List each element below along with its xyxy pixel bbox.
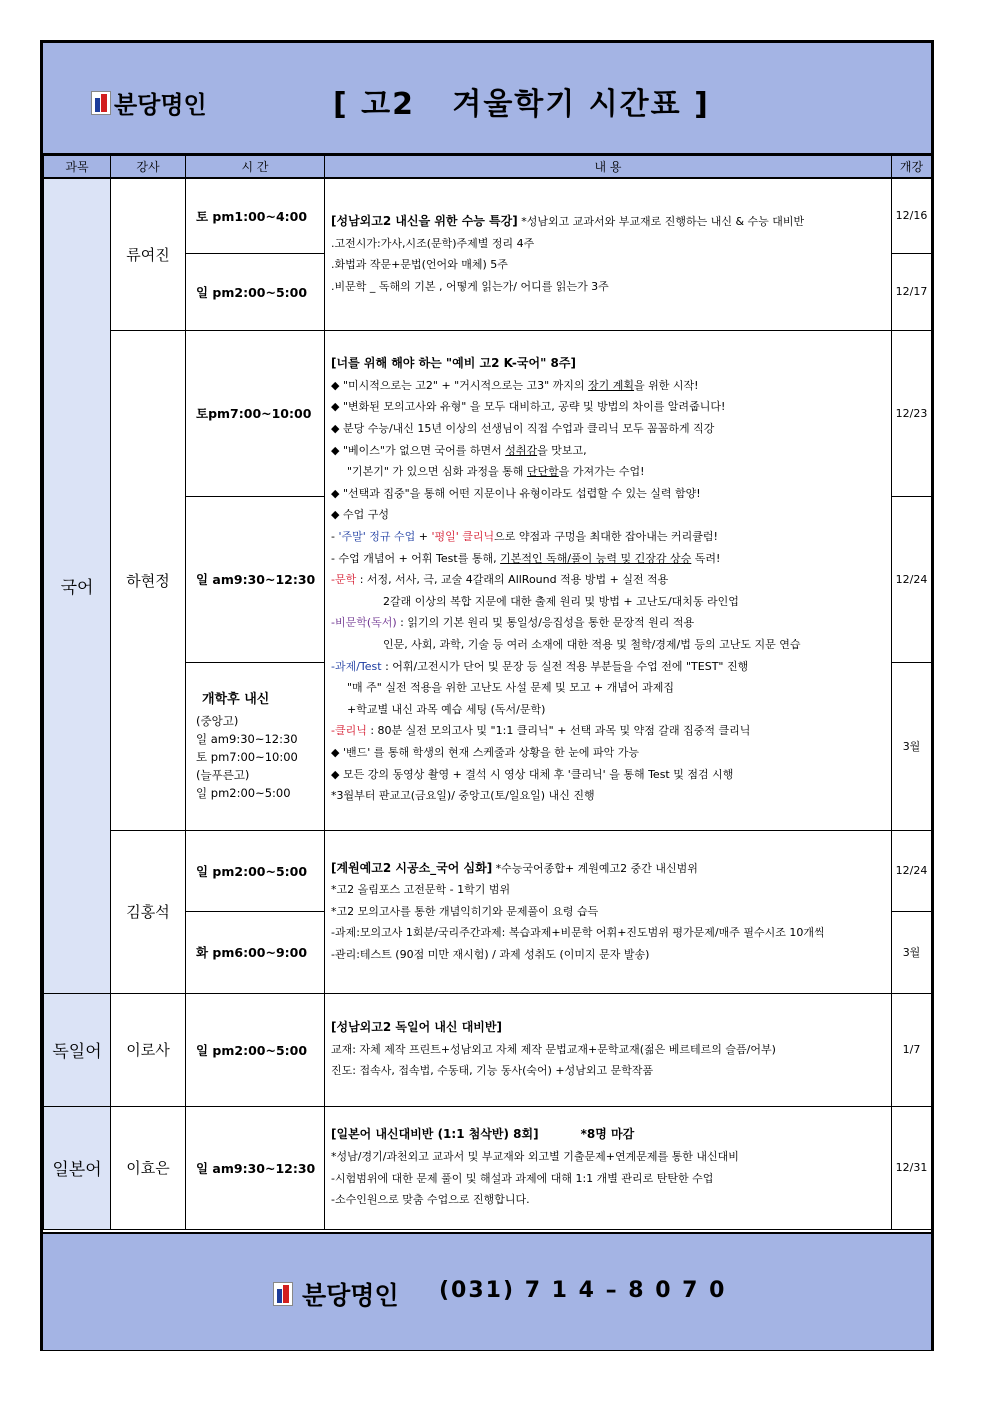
start-date: 12/16: [892, 178, 932, 253]
content-cell: [일본어 내신대비반 (1:1 첨삭반) 8회] *8명 마감 *성남/경기/과천외고 교과서 및 부교재와 외고별 기출문제+연계문제를 통한 내신대비 -시험범위에 대한 문제 풀이 및 해설과 과제에 대해 1:1 개별 관리로 탄탄한 수업 -소수인원으로 맞춤 수업으로 진행합니다.: [325, 1106, 892, 1229]
time-cell: 일 pm2:00~5:00: [186, 993, 325, 1106]
header-banner: [43, 43, 931, 155]
header-row: [44, 156, 932, 179]
content-cell: [계원예고2 시공소_국어 심화] *수능국어종합+ 계원예고2 중간 내신범위 *고2 올림포스 고전문학 - 1학기 범위 *고2 모의고사를 통한 개념익히기와 문제풀이 요령 습득 -과제:모의고사 1회분/국리주간과제: 복습과제+비문학 어휘+진도범위 평가문제/매주 필수시조 10개씩 -관리:테스트 (90점 미만 재시험) / 과제 성취도 (이미지 문자 발송): [325, 830, 892, 993]
table-row: [44, 330, 932, 496]
teacher-lee-hyoeun: 이효은: [111, 1106, 186, 1229]
brand-logo: [91, 85, 207, 120]
table-row: [44, 830, 932, 911]
content-cell: [너를 위해 해야 하는 "예비 고2 K-국어" 8주] ◆ "미시적으로는 고2" + "거시적으로는 고3" 까지의 장기 계획을 위한 시작! ◆ "변화된 모의고사와 유형" 을 모두 대비하고, 공략 및 방법의 차이를 알려줍니다! ◆ 분당 수능/내신 15년 이상의 선생님이 직접 수업과 클리닉 모두 꼼꼼하게 직강 ◆ "베이스"가 없으면 국어를 하면서 성취감을 맛보고, "기본기" 가 있으면 심화 과정을 통해 단단함을 가져가는 수업! ◆ "선택과 집중"을 통해 어떤 지문이나 유형이라도 섭렵할 수 있는 실력 함양! ◆ 수업 구성 - '주말' 정규 수업 + '평일' 클리닉으로 약점과 구멍을 최대한 잡아내는 커리큘럼! - 수업 개념어 + 어휘 Test를 통해, 기본적인 독해/풀이 능력 및 긴장감 상승 독려! -문학 : 서정, 서사, 극, 교술 4갈래의 AllRound 적용 방법 + 실전 적용 2갈래 이상의 복합 지문에 대한 출제 원리 및 방법 + 고난도/대치동 라인업 -비문학(독서) : 읽기의 기본 원리 및 통일성/응집성을 통한 문장적 원리 적용 인문, 사회, 과학, 기술 등 여러 소재에 대한 적용 및 철학/경제/법 등의 고난도 지문 연습 -과제/Test : 어휘/고전시가 단어 및 문장 등 실전 적용 부분들을 수업 전에 "TEST" 진행 "매 주" 실전 적용을 위한 고난도 사설 문제 및 모고 + 개념어 과제집 +학교별 내신 과목 예습 세팅 (독서/문학) -클리닉 : 80분 실전 모의고사 및 "1:1 클리닉" + 선택 과목 및 약점 갈래 집중적 클리닉 ◆ '밴드' 를 통해 학생의 현재 스케줄과 상황을 한 눈에 파악 가능 ◆ 모든 강의 동영상 촬영 + 결석 시 영상 대체 후 '클리닉' 을 통해 Test 및 점검 시행 *3월부터 판교고(금요일)/ 중앙고(토/일요일) 내신 진행: [325, 330, 892, 830]
teacher-kim: 김홍석: [111, 830, 186, 993]
col-start: 개강: [892, 156, 932, 179]
time-cell: 토pm7:00~10:00: [186, 330, 325, 496]
table-row: [44, 1106, 932, 1229]
schedule-frame: [40, 40, 934, 1351]
table-row: [44, 993, 932, 1106]
logo-icon: [91, 91, 111, 115]
brand-name: 분당명인: [114, 91, 207, 119]
page-title: [ 고2 겨울학기 시간표 ]: [333, 87, 710, 122]
col-subject: 과목: [44, 156, 111, 179]
subject-japanese: 일본어: [44, 1106, 111, 1229]
teacher-lee-rosa: 이로사: [111, 993, 186, 1106]
time-cell: 개학후 내신 (중앙고) 일 am9:30~12:30 토 pm7:00~10:00 (늘푸른고) 일 pm2:00~5:00: [186, 662, 325, 830]
time-cell: 일 am9:30~12:30: [186, 1106, 325, 1229]
time-cell: 일 pm2:00~5:00: [186, 253, 325, 330]
content-cell: [성남외고2 내신을 위한 수능 특강] *성남외고 교과서와 부교재로 진행하는 내신 & 수능 대비반 .고전시가:가사,시조(문학)주제별 정리 4주 .화법과 작문+문법(언어와 매체) 5주 .비문학 _ 독해의 기본 , 어떻게 읽는가/ 어디를 읽는가 3주: [325, 178, 892, 330]
col-time: 시 간: [186, 156, 325, 179]
start-date: 12/17: [892, 253, 932, 330]
content-cell: [성남외고2 독일어 내신 대비반] 교재: 자체 제작 프린트+성남외고 자체 제작 문법교재+문학교재(젊은 베르테르의 슬픔/어부) 진도: 접속사, 접속법, 수동태, 기능 동사(숙어) +성남외고 문학작품: [325, 993, 892, 1106]
start-date: 3월: [892, 662, 932, 830]
table-row: [44, 178, 932, 253]
footer-logo: [273, 1276, 399, 1312]
phone-number: (031) 7 1 4 – 8 0 7 0: [439, 1278, 727, 1303]
time-cell: 토 pm1:00~4:00: [186, 178, 325, 253]
subject-korean: 국어: [44, 178, 111, 993]
col-content: 내 용: [325, 156, 892, 179]
time-cell: 화 pm6:00~9:00: [186, 911, 325, 993]
teacher-ryu: 류여진: [111, 178, 186, 330]
footer-brand: 분당명인: [302, 1281, 399, 1310]
teacher-ha: 하현정: [111, 330, 186, 830]
col-teacher: 강사: [111, 156, 186, 179]
start-date: 12/23: [892, 330, 932, 496]
footer-banner: [43, 1232, 931, 1350]
time-cell: 일 am9:30~12:30: [186, 496, 325, 662]
start-date: 1/7: [892, 993, 932, 1106]
start-date: 3월: [892, 911, 932, 993]
start-date: 12/24: [892, 496, 932, 662]
timetable: [43, 155, 932, 1230]
subject-german: 독일어: [44, 993, 111, 1106]
time-cell: 일 pm2:00~5:00: [186, 830, 325, 911]
start-date: 12/31: [892, 1106, 932, 1229]
logo-icon: [273, 1282, 293, 1306]
start-date: 12/24: [892, 830, 932, 911]
